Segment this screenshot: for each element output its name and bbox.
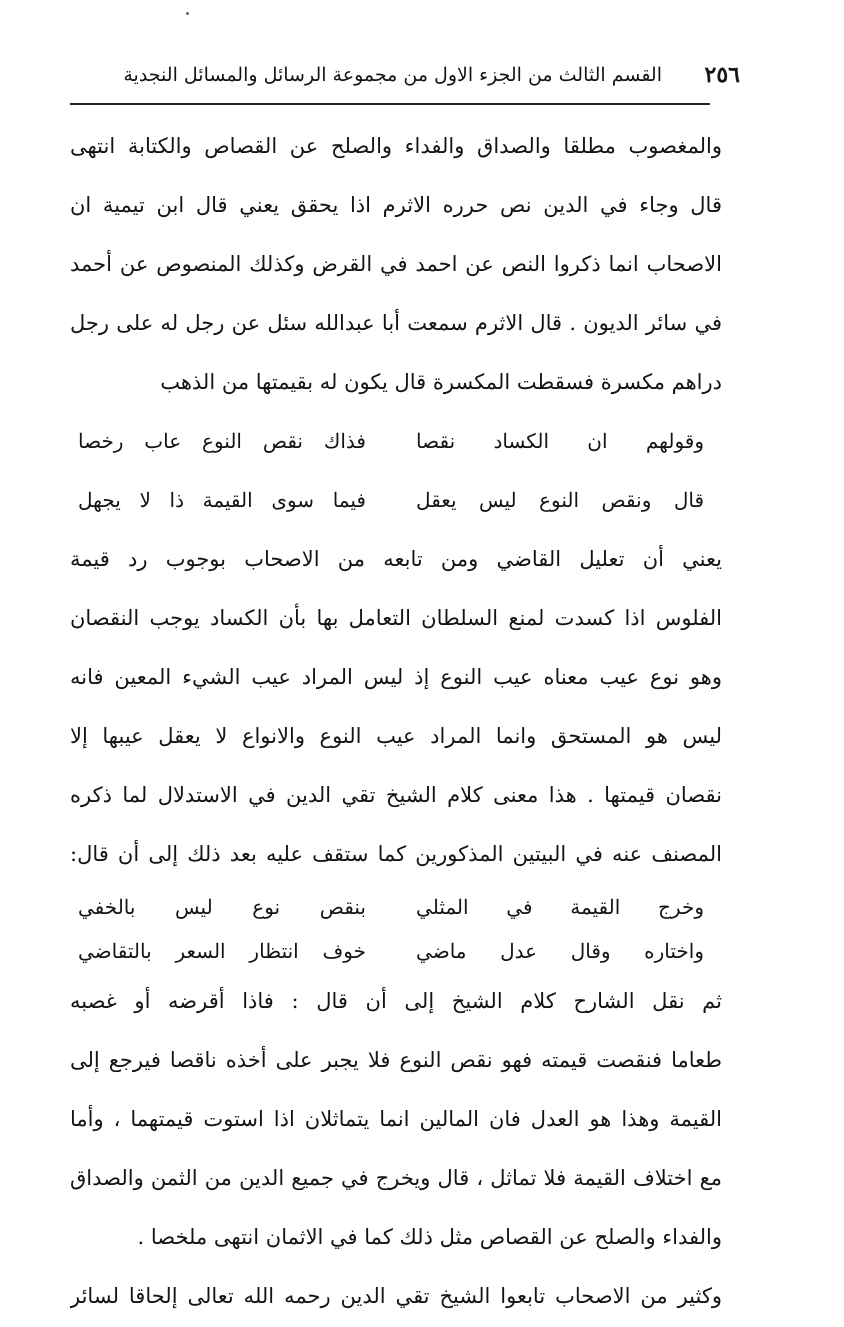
verse-hemistich-second: خوف انتظار السعر بالتقاضي [78, 939, 366, 963]
verse-hemistich-second: فذاك نقص النوع عاب رخصا [78, 429, 366, 453]
verse-hemistich-first: وقولهم ان الكساد نقصا [416, 429, 704, 453]
verse-line [70, 472, 722, 531]
verse-hemistich-first: وخرج القيمة في المثلي [416, 895, 704, 919]
body-text [70, 118, 722, 1327]
verse-hemistich-first: قال ونقص النوع ليس يعقل [416, 488, 704, 512]
verse-hemistich-second: بنقص نوع ليس بالخفي [78, 895, 366, 919]
text-line: ثم نقل الشارح كلام الشيخ إلى أن قال : فاذا أقرضه أو غصبه [70, 989, 722, 1013]
text-line: الفلوس اذا كسدت لمنع السلطان التعامل بها بأن الكساد يوجب النقصان [70, 606, 722, 630]
text-line: والمغصوب مطلقا والصداق والفداء والصلح عن القصاص والكتابة انتهى [70, 134, 722, 158]
page-number: ٢٥٦ [704, 62, 740, 88]
text-line: الاصحاب انما ذكروا النص عن احمد في القرض وكذلك المنصوص عن أحمد [70, 252, 722, 276]
text-line: وكثير من الاصحاب تابعوا الشيخ تقي الدين رحمه الله تعالى إلحاقا لسائر [70, 1284, 722, 1308]
text-line: نقصان قيمتها . هذا معنى كلام الشيخ تقي الدين في الاستدلال لما ذكره [70, 783, 722, 807]
verse-line [70, 929, 722, 973]
text-line: قال وجاء في الدين نص حرره الاثرم اذا يحقق يعني قال ابن تيمية ان [70, 193, 722, 217]
verse-line [70, 885, 722, 929]
text-line: في سائر الديون . قال الاثرم سمعت أبا عبدالله سئل عن رجل له على رجل [70, 311, 722, 335]
verse-hemistich-second: فيما سوى القيمة ذا لا يجهل [78, 488, 366, 512]
running-title: القسم الثالث من الجزء الاول من مجموعة الرسائل والمسائل النجدية [123, 64, 662, 86]
page-header [70, 60, 740, 100]
verse-line [70, 413, 722, 472]
text-line: القيمة وهذا هو العدل فان المالين انما يتماثلان اذا استوت قيمتهما ، وأما [70, 1107, 722, 1131]
verse-hemistich-first: واختاره وقال عدل ماضي [416, 939, 704, 963]
text-line: المصنف عنه في البيتين المذكورين كما ستقف عليه بعد ذلك إلى أن قال: [70, 842, 722, 866]
text-line: والفداء والصلح عن القصاص مثل ذلك كما في الاثمان انتهى ملخصا . [137, 1225, 722, 1249]
text-line: ليس هو المستحق وانما المراد عيب النوع والانواع لا يعقل عيبها إلا [70, 724, 722, 748]
text-line: وهو نوع عيب معناه عيب النوع إذ ليس المراد عيب الشيء المعين فانه [70, 665, 722, 689]
page-speck [186, 12, 189, 15]
header-rule [70, 103, 710, 105]
text-line: دراهم مكسرة فسقطت المكسرة قال يكون له بقيمتها من الذهب [160, 370, 722, 394]
text-line: طعاما فنقصت قيمته فهو نقص النوع فلا يجبر على أخذه ناقصا فيرجع إلى [70, 1048, 722, 1072]
text-line: مع اختلاف القيمة فلا تماثل ، قال ويخرج في جميع الدين من الثمن والصداق [70, 1166, 722, 1190]
text-line: يعني أن تعليل القاضي ومن تابعه من الاصحاب بوجوب رد قيمة [70, 547, 722, 571]
